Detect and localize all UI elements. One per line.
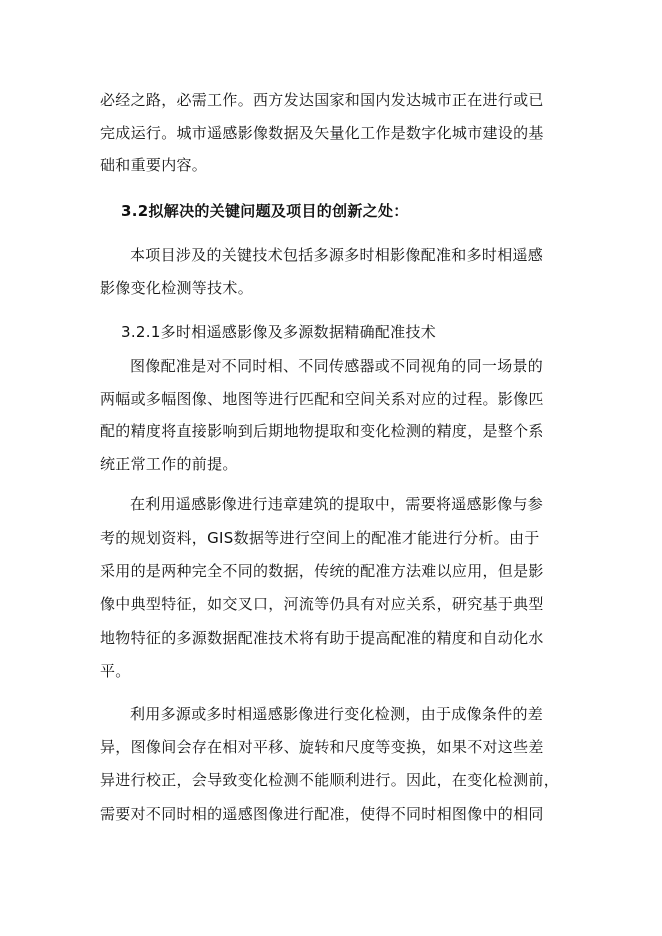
paragraph-2-line-1: 本项目涉及的关键技术包括多源多时相影像配准和多时相遥感: [130, 246, 544, 264]
paragraph-2-line-2: 影像变化检测等技术。: [100, 279, 254, 297]
paragraph-1-line-3: 础和重要内容。: [100, 156, 208, 174]
paragraph-1-line-2: 完成运行。城市遥感影像数据及矢量化工作是数字化城市建设的基: [100, 124, 544, 142]
paragraph-5-line-2: 异，图像间会存在相对平移、旋转和尺度等变换，如果不对这些差: [100, 738, 544, 756]
paragraph-3-line-4: 统正常工作的前提。: [100, 455, 238, 473]
paragraph-3-line-2: 两幅或多幅图像、地图等进行匹配和空间关系对应的过程。影像匹: [100, 390, 544, 408]
section-heading: 3.2拟解决的关键问题及项目的创新之处：: [121, 202, 409, 220]
paragraph-5-line-4: 需要对不同时相的遥感图像进行配准，使得不同时相图像中的相同: [100, 805, 544, 823]
subsection-heading: 3.2.1多时相遥感影像及多源数据精确配准技术: [121, 323, 437, 341]
paragraph-4-line-3: 采用的是两种完全不同的数据，传统的配准方法难以应用，但是影: [100, 562, 544, 580]
paragraph-3-line-1: 图像配准是对不同时相、不同传感器或不同视角的同一场景的: [130, 357, 544, 375]
paragraph-4-line-1: 在利用遥感影像进行违章建筑的提取中，需要将遥感影像与参: [130, 495, 544, 513]
paragraph-5-line-1: 利用多源或多时相遥感影像进行变化检测，由于成像条件的差: [130, 705, 544, 723]
paragraph-4-line-6: 平。: [100, 662, 131, 680]
paragraph-5-line-3: 异进行校正，会导致变化检测不能顺利进行。因此，在变化检测前，: [100, 771, 560, 789]
paragraph-3-line-3: 配的精度将直接影响到后期地物提取和变化检测的精度，是整个系: [100, 422, 544, 440]
paragraph-4-line-4: 像中典型特征，如交叉口，河流等仍具有对应关系，研究基于典型: [100, 595, 544, 613]
paragraph-4-line-2: 考的规划资料，GIS数据等进行空间上的配准才能进行分析。由于: [100, 529, 540, 547]
paragraph-1-line-1: 必经之路，必需工作。西方发达国家和国内发达城市正在进行或已: [100, 91, 544, 109]
paragraph-4-line-5: 地物特征的多源数据配准技术将有助于提高配准的精度和自动化水: [100, 629, 544, 647]
